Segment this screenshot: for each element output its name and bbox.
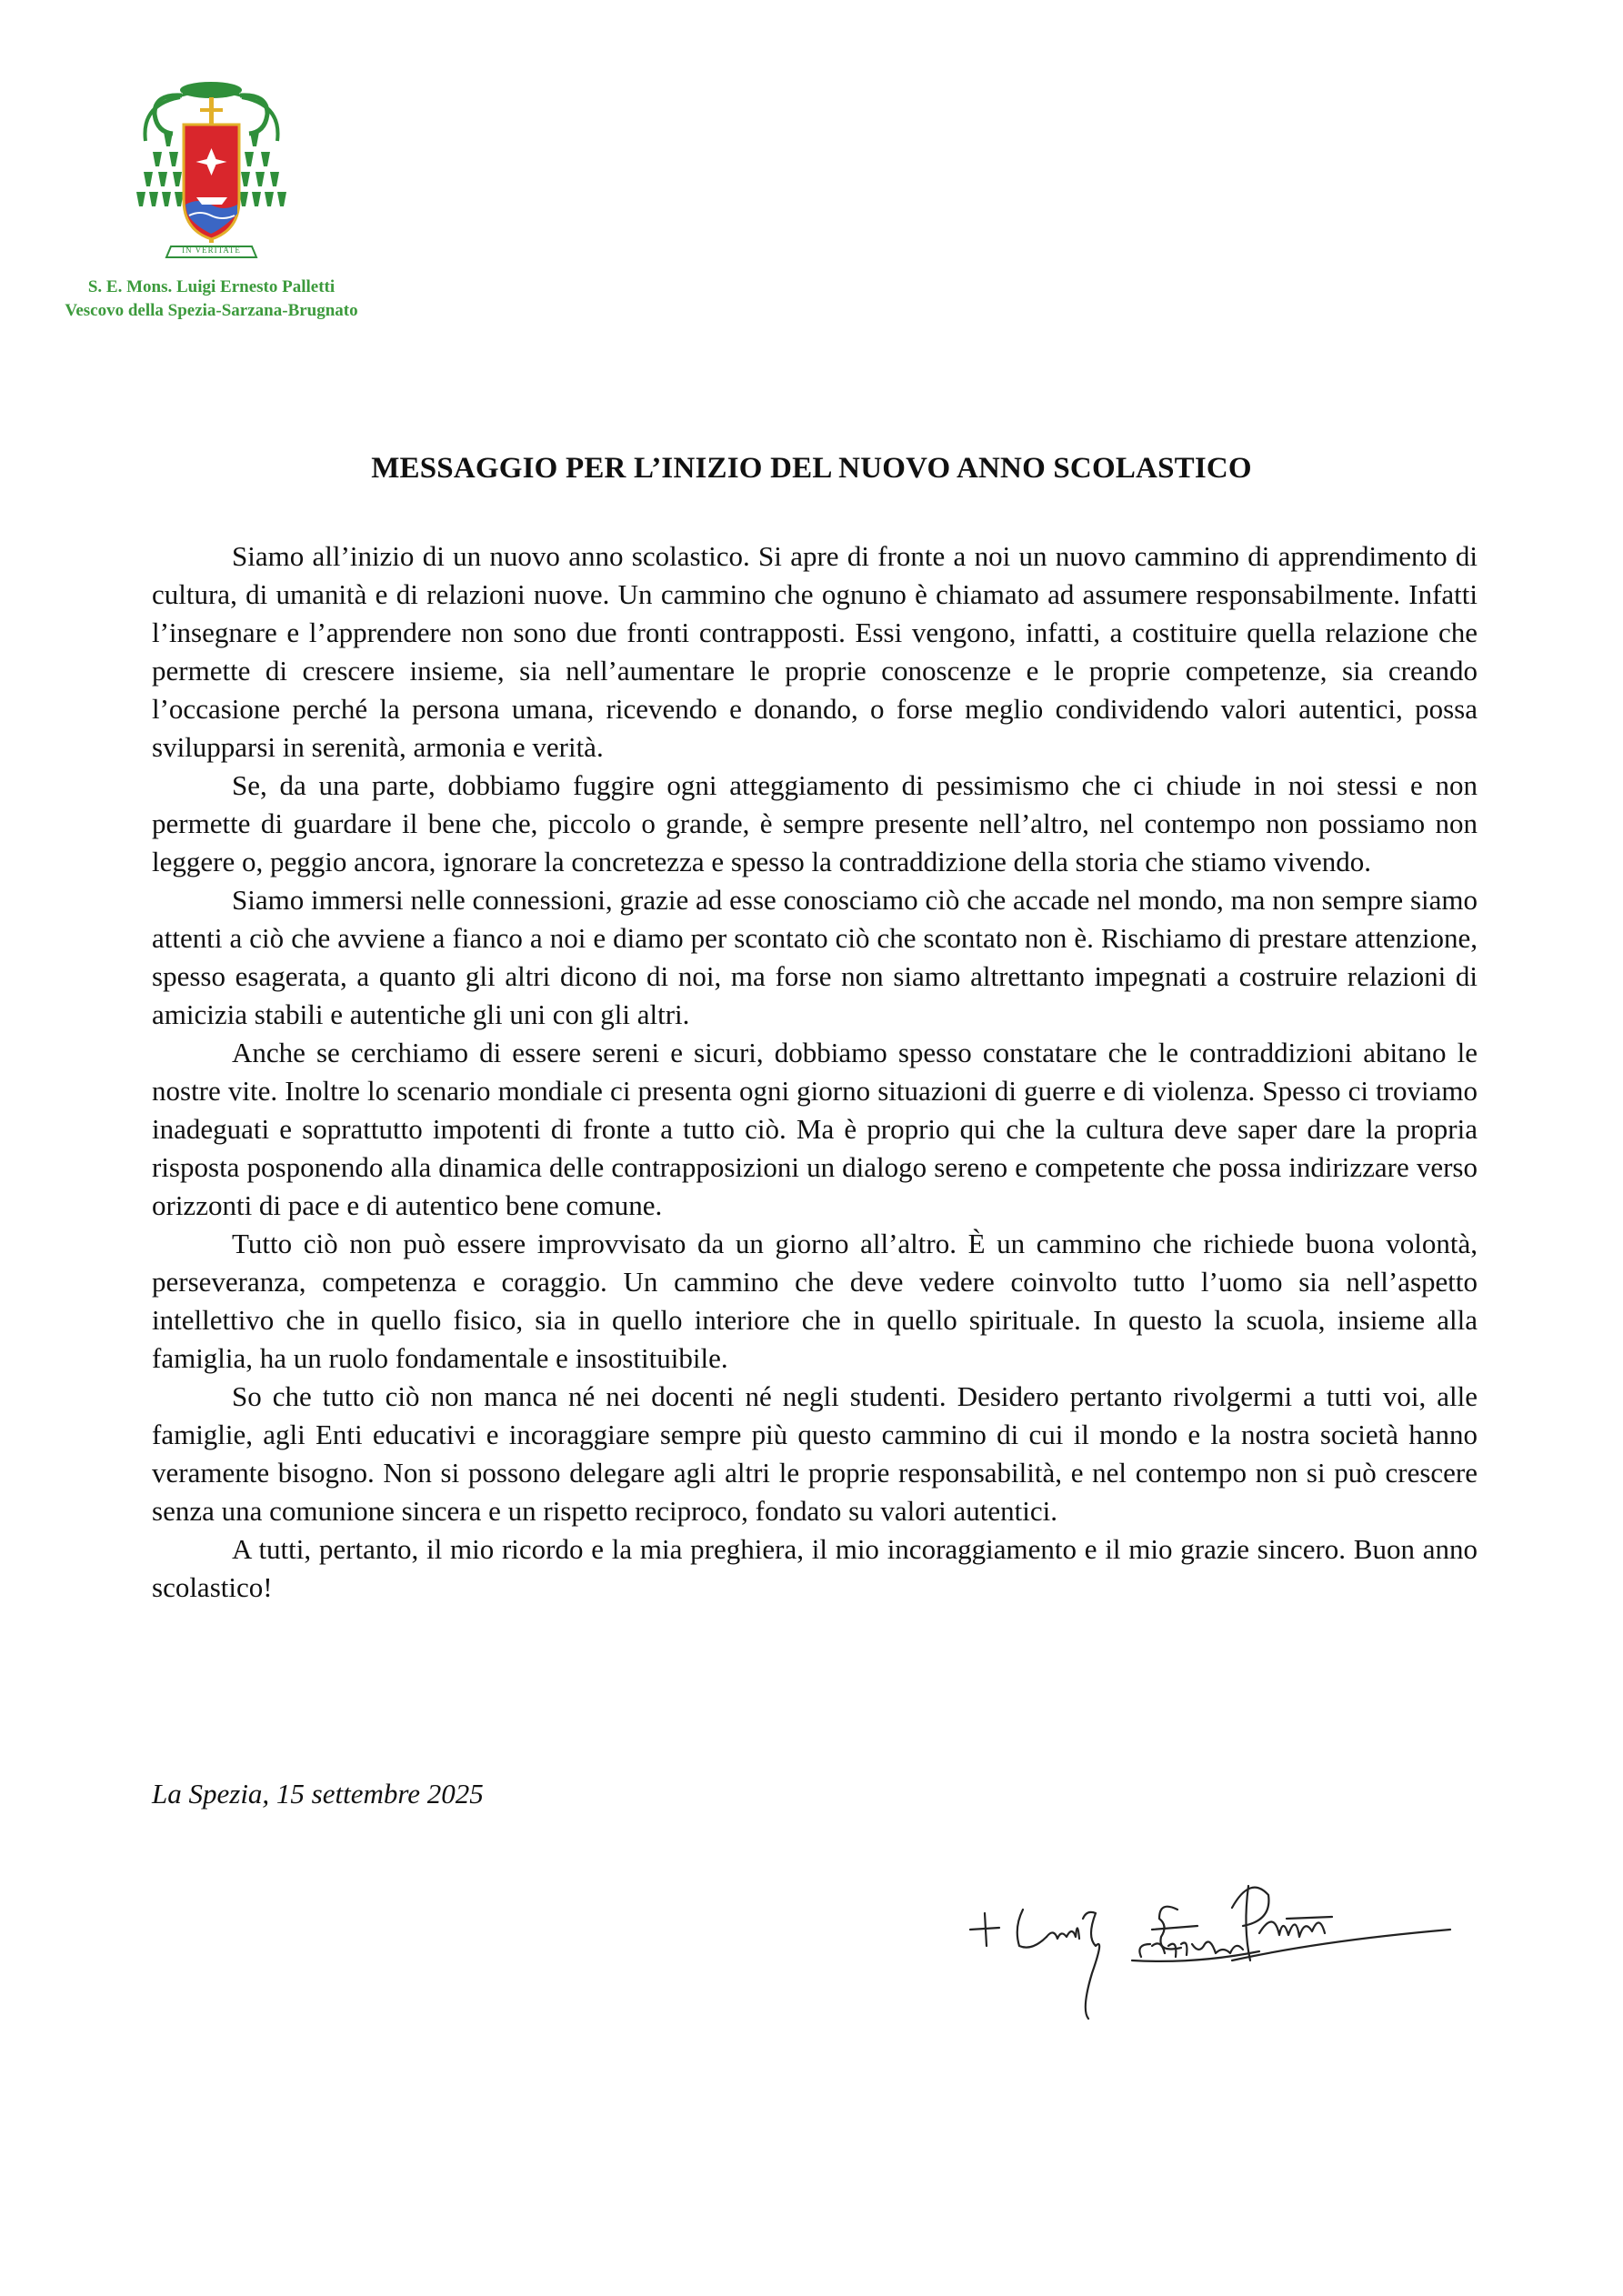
paragraph: Tutto ciò non può essere improvvisato da un giorno all’altro. È un cammino che richiede buona volontà, perseveranza, competenza e coraggio. Un cammino che deve vedere coinvolto tutto l’uomo sia nell’aspetto intellettivo che in quello fisico, sia in quello interiore che in quello spirituale. In questo la scuola, insieme alla famiglia, ha un ruolo fondamentale e insostituibile.	[152, 1228, 1478, 1374]
motto: IN VERITATE	[182, 246, 241, 255]
signature-icon	[959, 1873, 1468, 2028]
bishop-title: Vescovo della Spezia-Sarzana-Brugnato	[65, 301, 358, 320]
paragraph: A tutti, pertanto, il mio ricordo e la mia preghiera, il mio incoraggiamento e il mio grazie sincero. Buon anno scolastico!	[152, 1533, 1478, 1603]
place-date: La Spezia, 15 settembre 2025	[152, 1778, 484, 1810]
paragraph: Se, da una parte, dobbiamo fuggire ogni atteggiamento di pessimismo che ci chiude in noi stessi e non permette di guardare il bene che, piccolo o grande, è sempre presente nell’altro, nel contempo non possiamo non leggere o, peggio ancora, ignorare la concretezza e spesso la contraddizione della storia che stiamo vivendo.	[152, 769, 1478, 877]
document-title: MESSAGGIO PER L’INIZIO DEL NUOVO ANNO SCOLASTICO	[371, 452, 1252, 485]
bishop-name: S. E. Mons. Luigi Ernesto Palletti	[87, 277, 336, 296]
paragraph: Siamo all’inizio di un nuovo anno scolastico. Si apre di fronte a noi un nuovo cammino di apprendimento di cultura, di umanità e di relazioni nuove. Un cammino che ognuno è chiamato ad assumere responsabilmente. Infatti l’insegnare e l’apprendere non sono due fronti contrapposti. Essi vengono, infatti, a costituire quella relazione che permette di crescere insieme, sia nell’aumentare le proprie conoscenze e le proprie competenze, sia creando l’occasione perché la persona umana, ricevendo e donando, o forse meglio condividendo valori autentici, possa svilupparsi in serenità, armonia e verità.	[152, 540, 1478, 763]
paragraph: Anche se cerchiamo di essere sereni e sicuri, dobbiamo spesso constatare che le contraddizioni abitano le nostre vite. Inoltre lo scenario mondiale ci presenta ogni giorno situazioni di guerre e di violenza. Spesso ci troviamo inadeguati e soprattutto impotenti di fronte a tutto ciò. Ma è proprio qui che la cultura deve saper dare la propria risposta posponendo alla dinamica delle contrapposizioni un dialogo sereno e competente che possa indirizzare verso orizzonti di pace e di autentico bene comune.	[152, 1037, 1478, 1221]
paragraph: Siamo immersi nelle connessioni, grazie ad esse conosciamo ciò che accade nel mondo, ma non sempre siamo attenti a ciò che avviene a fianco a noi e diamo per scontato ciò che scontato non è. Rischiamo di prestare attenzione, spesso esagerata, a quanto gli altri dicono di noi, ma forse non siamo altrettanto impegnati a costruire relazioni di amicizia stabili e autentiche gli uni con gli altri.	[152, 884, 1478, 1030]
letter-body	[152, 537, 1478, 1607]
coat-of-arms-icon	[127, 77, 296, 268]
paragraph: So che tutto ciò non manca né nei docenti né negli studenti. Desidero pertanto rivolgermi a tutti voi, alle famiglie, agli Enti educativi e incoraggiare sempre più questo cammino di cui il mondo e la nostra società hanno veramente bisogno. Non si possono delegare agli altri le proprie responsabilità, e nel contempo non si può crescere senza una comunione sincera e un rispetto reciproco, fondato su valori autentici.	[152, 1380, 1478, 1527]
letterhead	[27, 77, 396, 323]
